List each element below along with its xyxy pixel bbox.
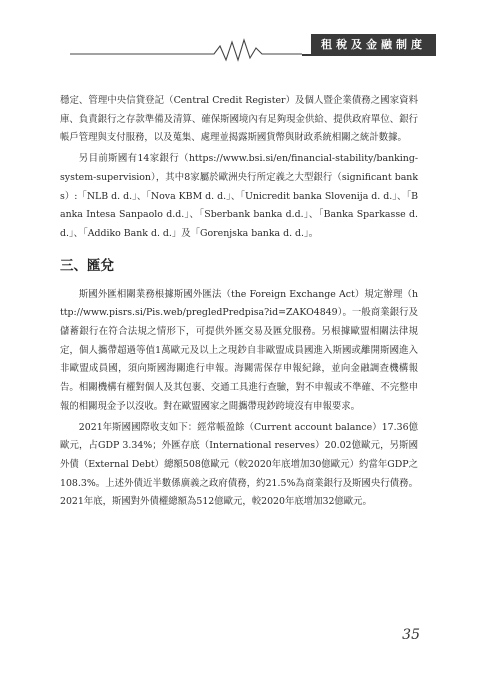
paragraph-balance-of-payments: 2021年斯國國際收支如下：經常帳盈餘（Current account balance）17.36億歐元，占GDP 3.34%；外匯存底（International reserves）20.02億歐元，另斯國外債（External Debt）總額508億歐元（較2020年底增加30億歐元）約當年GDP之108.3%。上述外債近半數係廣義之政府債務，約21.5%為商業銀行及斯國央行債務。2021年底，斯國對外債權總額為512億歐元，較2020年底增加32億歐元。 <box>60 421 418 508</box>
page-number: 35 <box>402 627 420 643</box>
paragraph-central-bank-duties: 穩定、管理中央信貸登記（Central Credit Register）及個人暨企業債務之國家資料庫、負責銀行之存款準備及清算、確保斯國境內有足夠現金供給、提供政府單位、銀行帳戶管理與支付服務，以及蒐集、處理並揭露斯國貨幣與財政系統相關之統計數據。 <box>60 95 418 144</box>
section-title-exchange: 三、匯兌 <box>60 257 114 274</box>
page-header <box>0 0 480 62</box>
paragraph-banks-list: 另目前斯國有14家銀行（https://www.bsi.si/en/financial-stability/banking-system-supervision），其中8家屬於歐洲央行所定義之大型銀行（significant banks）:「NLB d. d.」、「Nova KBM d. d.」、「Unicredit banka Slovenija d. d.」、「Banka Intesa Sanpaolo d.d.」、「Sberbank banka d.d.」、「Banka Sparkasse d.d.」、「Addiko Bank d. d.」及「Gorenjska banka d. d.」。 <box>60 153 418 239</box>
header-title: 租稅及金融制度 <box>311 34 436 56</box>
paragraph-foreign-exchange-act: 斯國外匯相關業務根據斯國外匯法（the Foreign Exchange Act）規定辦理（http://www.pisrs.si/Pis.web/pregledPredpisa?id=ZAKO4849）。一般商業銀行及儲蓄銀行在符合法規之情形下，可提供外匯交易及匯兌服務。另根據歐盟相關法律規定，個人攜帶超過等值1萬歐元及以上之現鈔自非歐盟成員國進入斯國或離開斯國進入非歐盟成員國，須向斯國海關進行申報。海關需保存申報紀錄，並向金融調查機構報告。相關機構有權對個人及其包裹、交通工具進行查驗，對不申報或不準確、不完整申報的相關現金予以沒收。對在歐盟國家之間攜帶現鈔跨境沒有申報要求。 <box>60 288 418 412</box>
page-content <box>60 92 418 514</box>
